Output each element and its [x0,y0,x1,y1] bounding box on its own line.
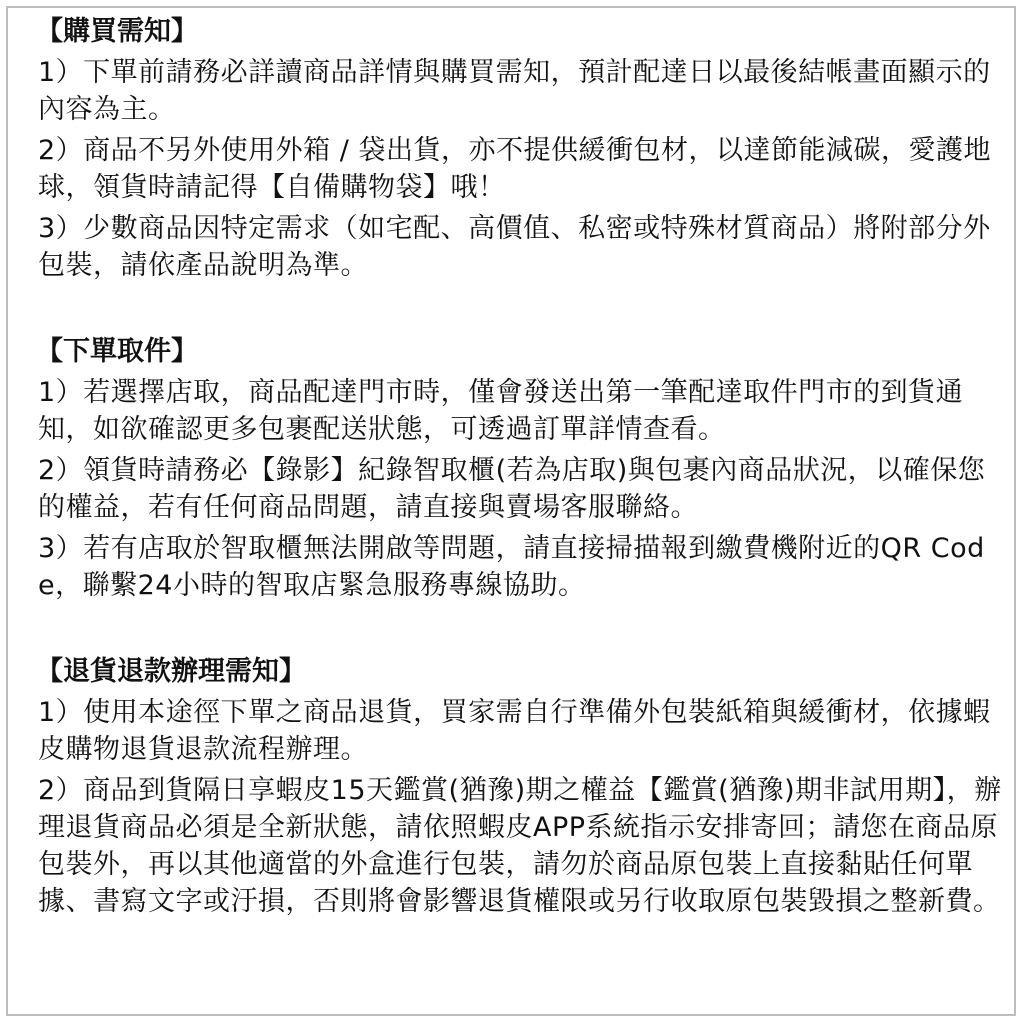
notice-paragraph: 2）商品到貨隔日享蝦皮15天鑑賞(猶豫)期之權益【鑑賞(猶豫)期非試用期】，辦理退貨商品必須是全新狀態，請依照蝦皮APP系統指示安排寄回；請您在商品原包裝外，再以其他適當的外盒進行包裝，請勿於商品原包裝上直接黏貼任何單據、書寫文字或汙損，否則將會影響退貨權限或另行收取原包裝毀損之整新費。 [38,775,1002,917]
notice-paragraph: 2）商品不另外使用外箱 / 袋出貨，亦不提供緩衝包材，以達節能減碳，愛護地球，領貨時請記得【自備購物袋】哦！ [38,135,991,203]
notice-document [38,12,1008,924]
section-purchase-notice [38,12,1008,284]
notice-paragraph: 3）若有店取於智取櫃無法開啟等問題，請直接掃描報到繳費機附近的QR Code，聯繫24小時的智取店緊急服務專線協助。 [38,533,985,601]
notice-paragraph: 1）下單前請務必詳讀商品詳情與購買需知，預計配達日以最後結帳畫面顯示的內容為主。 [38,57,991,125]
notice-paragraph: 1）若選擇店取，商品配達門市時，僅會發送出第一筆配達取件門市的到貨通知，如欲確認更多包裹配送狀態，可透過訂單詳情查看。 [38,377,964,445]
notice-paragraph: 2）領貨時請務必【錄影】紀錄智取櫃(若為店取)與包裹內商品狀況，以確保您的權益，若有任何商品問題，請直接與賣場客服聯絡。 [38,455,986,523]
section-heading: 【退貨退款辦理需知】 [36,656,306,687]
notice-paragraph: 1）使用本途徑下單之商品退貨，買家需自行準備外包裝紙箱與緩衝材，依據蝦皮購物退貨退款流程辦理。 [38,697,991,765]
notice-paragraph: 3）少數商品因特定需求（如宅配、高價值、私密或特殊材質商品）將附部分外包裝，請依產品說明為準。 [38,213,991,281]
section-return-refund [38,652,1008,920]
section-heading: 【購買需知】 [36,16,198,47]
section-order-pickup [38,332,1008,604]
section-heading: 【下單取件】 [36,336,198,367]
